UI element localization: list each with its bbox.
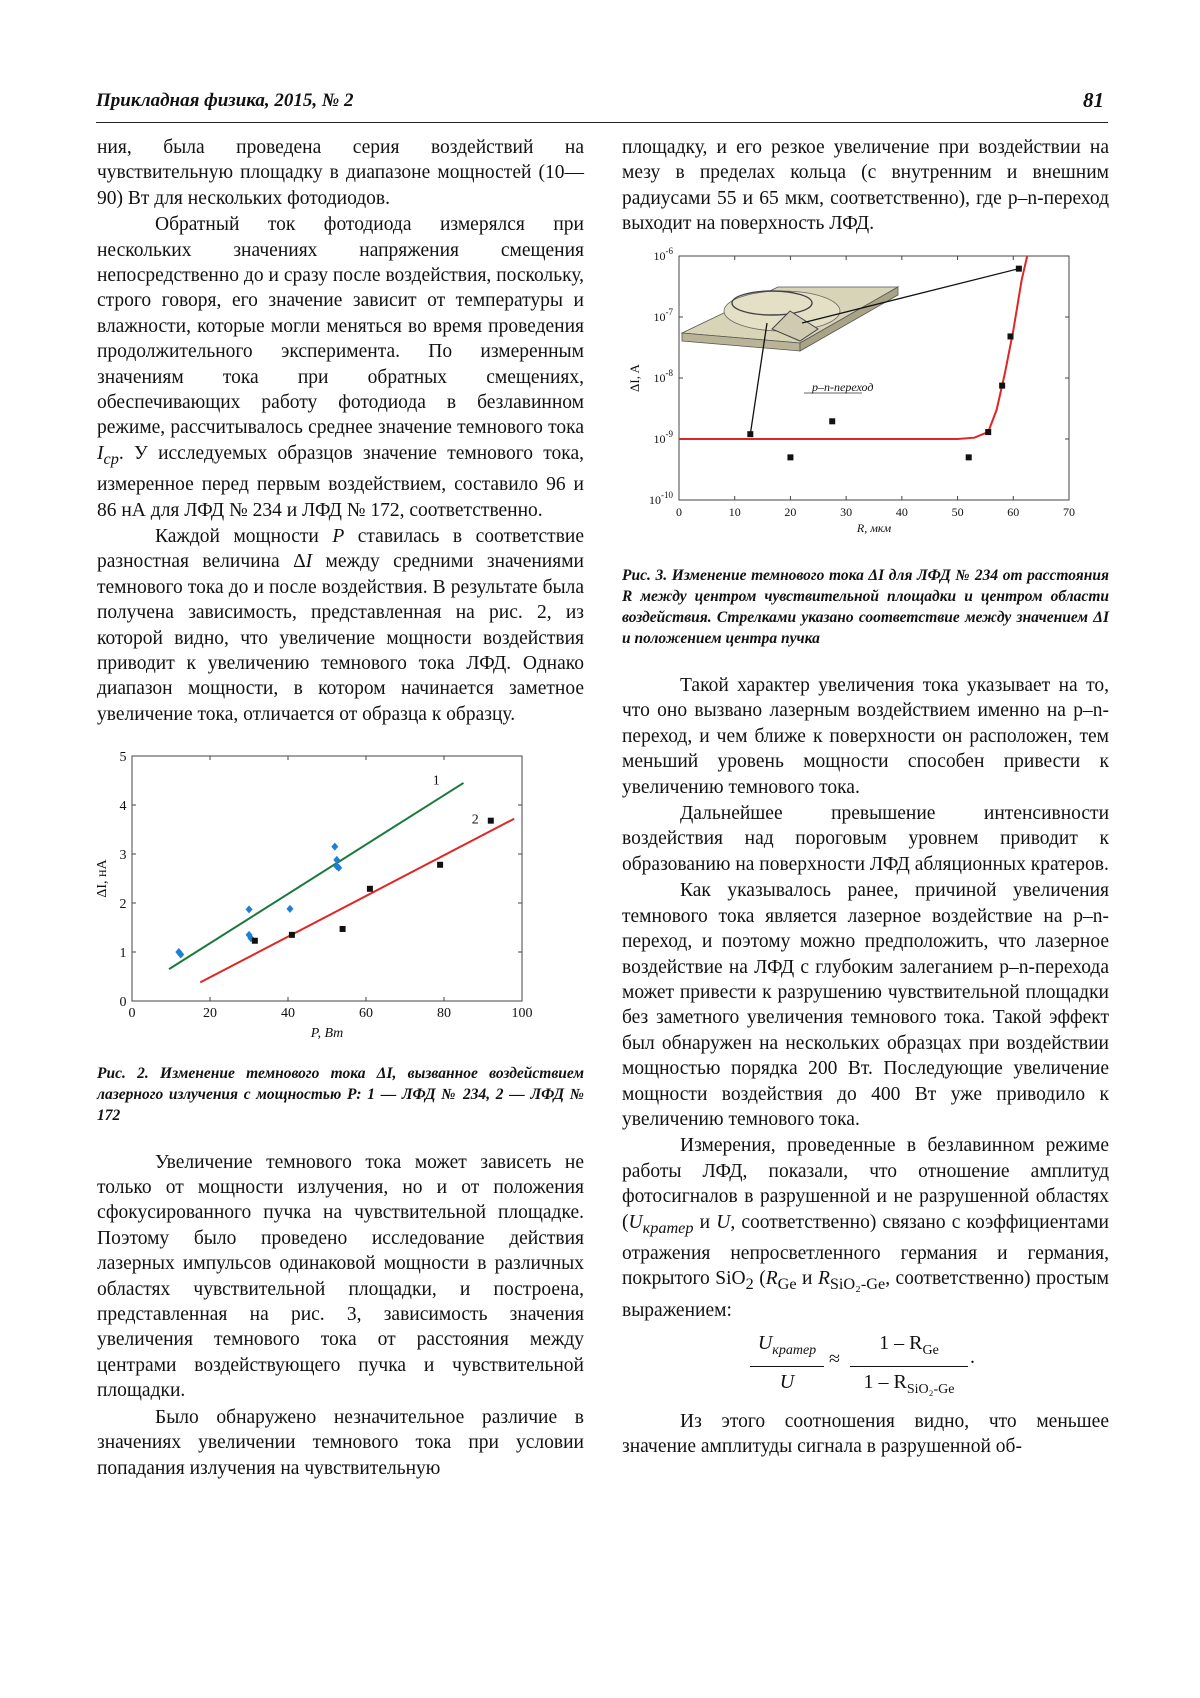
fig2-x-tick-label: 0 — [128, 1006, 136, 1022]
fig3-x-tick-label: 50 — [951, 504, 964, 519]
fig3-y-tick-label: $10^{-10}$ — [649, 489, 673, 507]
fig3-x-tick-label: 60 — [1007, 504, 1020, 519]
fig2-x-tick-label: 80 — [437, 1006, 451, 1022]
fig3-y-tick-label: $10^{-6}$ — [653, 245, 673, 263]
left-paragraph-3: Каждой мощности P ставилась в соответствие разностная величина ΔI между средними значениями темнового тока до и после воздействия. В результате была получена зависимость, представленная на рис. 2, из которой видно, что увеличение мощности воздействия приводит к увеличению темнового тока ЛФД. Однако диапазон мощности, в котором начинается заметное увеличение тока, отличается от образца к образцу. — [97, 525, 584, 725]
fig2-series-label-1: 1 — [432, 773, 440, 789]
figure-2 — [97, 739, 584, 1125]
formula-period: . — [970, 1345, 975, 1368]
fig2-x-axis-label: P, Вт — [310, 1026, 344, 1042]
figure-2-chart — [97, 739, 584, 1049]
figure-3-chart — [622, 245, 1109, 550]
fig3-inset-label: p–n-переход — [812, 379, 874, 394]
fig2-plot-frame — [132, 756, 522, 1001]
fig2-point-series-2 — [252, 938, 258, 944]
fig2-x-tick-label: 20 — [203, 1006, 217, 1022]
journal-title: Прикладная физика, 2015, № 2 — [96, 90, 354, 111]
fig3-x-tick-label: 10 — [728, 504, 741, 519]
left-paragraph-5: Было обнаружено незначительное различие в значениях увеличении темнового тока при условии попадания излучения на чувствительную — [97, 1406, 584, 1479]
fig2-point-series-1 — [286, 905, 293, 913]
fig3-x-axis-label: R, мкм — [856, 520, 892, 535]
fig3-y-tick-label: $10^{-7}$ — [653, 306, 673, 324]
fig2-y-tick-label: 5 — [119, 750, 127, 766]
fig3-data-point — [747, 431, 753, 437]
fig2-x-tick-label: 40 — [281, 1006, 295, 1022]
fig2-fit-line-2 — [200, 819, 514, 983]
formula-lhs: $U_{кратер}$ U — [750, 1331, 824, 1396]
fig3-data-point — [829, 418, 835, 424]
fig3-x-tick-label: 30 — [840, 504, 853, 519]
fig3-x-tick-label: 20 — [784, 504, 797, 519]
fig3-x-tick-label: 0 — [676, 504, 682, 519]
fig3-x-tick-label: 70 — [1063, 504, 1075, 519]
right-paragraph-1: площадку, и его резкое увеличение при воздействии на мезу в пределах кольца (с внутренним и внешним радиусами 55 и 65 мкм, соответственно), где p–n-переход выходит на поверхность ЛФД. — [622, 137, 1109, 235]
right-paragraph-3: Дальнейшее превышение интенсивности воздействия над пороговым уровнем приводит к образованию на поверхности ЛФД абляционных кратеров. — [622, 803, 1109, 875]
left-paragraph-2: Обратный ток фотодиода измерялся при нескольких значениях напряжения смещения непосредственно до и сразу после воздействия, поскольку, строго говоря, его значение зависит от температуры и влажности, которые могли меняться во время проведения продолжительного эксперимента. По измеренным значениям тока при обратных смещениях, обеспечивающих работу фотодиода в безлавинном режиме, рассчитывалось среднее значение темнового тока $I_{ср}$. У исследуемых образцов значение темнового тока, измеренное перед первым воздействием, составило 96 и 86 нА для ЛФД № 234 и ЛФД № 172, соответственно. — [97, 214, 584, 521]
fig3-y-axis-label: ΔI, A — [627, 363, 642, 392]
fig2-x-tick-label: 100 — [511, 1006, 533, 1022]
right-column — [622, 135, 1109, 1460]
right-paragraph-5: Измерения, проведенные в безлавинном режиме работы ЛФД, показали, что отношение амплитуд фотосигналов в разрушенной и не разрушенной областях ($U_{кратер}$ и U, соответственно) связано с коэффициентами отражения непросветленного германия и германия, покрытого SiO$_2$ ($R_{Ge}$ и $R_{SiO_2-Ge}$, соответственно) простым выражением: — [622, 1135, 1110, 1321]
running-header — [96, 88, 1108, 123]
fig3-x-tick-label: 40 — [895, 504, 908, 519]
fig3-y-tick-label: $10^{-8}$ — [653, 367, 673, 385]
formula-approx: ≈ — [829, 1347, 840, 1370]
right-paragraph-2: Такой характер увеличения тока указывает на то, что оно вызвано лазерным воздействием именно на p–n-переход, и чем ближе к поверхности он расположен, тем меньший уровень мощности способен привести к увеличению темнового тока. — [622, 675, 1109, 798]
fig2-y-tick-label: 3 — [119, 848, 127, 864]
fig2-point-series-2 — [367, 886, 373, 892]
page-number: 81 — [1083, 88, 1104, 112]
fig3-data-point — [787, 454, 793, 460]
fig2-x-tick-label: 60 — [359, 1006, 373, 1022]
left-paragraph-1: ния, была проведена серия воздействий на чувствительную площадку в диапазоне мощностей (10—90) Вт для нескольких фотодиодов. — [97, 137, 584, 209]
fig2-point-series-2 — [340, 926, 346, 932]
fig2-y-tick-label: 4 — [119, 799, 127, 815]
fig2-y-tick-label: 0 — [119, 995, 127, 1011]
right-paragraph-4: Как указывалось ранее, причиной увеличения темнового тока является лазерное воздействие на p–n-переход, и поэтому можно предположить, что лазерное воздействие на ЛФД с глубоким залеганием p–n-перехода может привести к разрушению чувствительной площадки без заметного увеличения темнового тока. Такой эффект был обнаружен на нескольких образцах при воздействии мощностью порядка 200 Вт. Последующие увеличение мощности воздействия до 400 Вт уже приводило к увеличению темнового тока. — [622, 880, 1109, 1130]
figure-2-caption: Рис. 2. Изменение темнового тока ΔI, вызванное воздействием лазерного излучения с мощностью P: 1 — ЛФД № 234, 2 — ЛФД № 172 — [97, 1064, 584, 1124]
fig2-series-label-2: 2 — [471, 812, 479, 828]
formula-rhs: $1 - R_{Ge}$ $1 - R_{SiO_2-Ge}$ — [850, 1331, 968, 1403]
fig3-y-tick-label: $10^{-9}$ — [653, 428, 673, 446]
fig2-y-tick-label: 2 — [119, 897, 127, 913]
fig3-data-point — [999, 382, 1005, 388]
fig3-data-point — [985, 429, 991, 435]
fig2-point-series-2 — [437, 862, 443, 868]
fig2-point-series-2 — [289, 932, 295, 938]
fig3-data-point — [1016, 265, 1022, 271]
fig3-data-point — [966, 454, 972, 460]
fig3-data-point — [1008, 333, 1014, 339]
formula — [622, 1323, 1109, 1409]
fig2-y-tick-label: 1 — [119, 946, 127, 962]
figure-3 — [622, 245, 1109, 649]
figure-3-caption: Рис. 3. Изменение темнового тока ΔI для ЛФД № 234 от расстояния R между центром чувствительной площадки и центром области воздействия. Стрелками указано соответствие между значением ΔI и положением центра пучка — [622, 567, 1109, 648]
fig3-trend-curve — [679, 256, 1027, 439]
fig2-point-series-1 — [246, 906, 253, 914]
fig2-point-series-1 — [331, 843, 338, 851]
left-paragraph-4: Увеличение темнового тока может зависеть не только от мощности излучения, но и от положения сфокусированного пучка на чувствительной площадке. Поэтому было проведено исследование действия лазерных импульсов одинаковой мощности в различных областях чувствительной площадки, и построена, представленная на рис. 3, зависимость значения увеличения темнового тока от расстояния между центрами воздействующего пучка и чувствительной площадки. — [97, 1151, 584, 1402]
right-paragraph-6: Из этого соотношения видно, что меньшее значение амплитуды сигнала в разрушенной об- — [622, 1410, 1109, 1458]
fig2-point-series-2 — [488, 818, 494, 824]
left-column — [97, 135, 584, 1481]
fig2-fit-line-1 — [169, 783, 463, 969]
fig2-y-axis-label: ΔI, нА — [95, 859, 110, 898]
